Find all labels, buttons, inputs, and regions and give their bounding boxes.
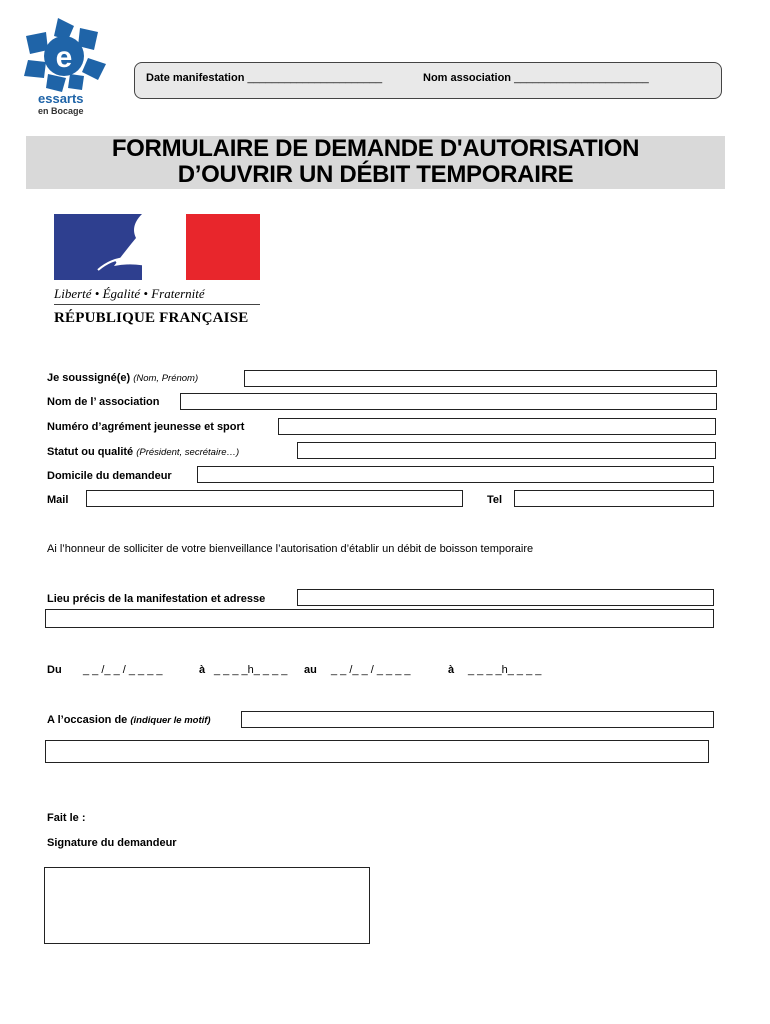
marianne-flag-icon [54,214,260,280]
du-label: Du [47,664,62,676]
marianne-republic: RÉPUBLIQUE FRANÇAISE [54,310,249,326]
association-label: Nom de l’ association [47,396,160,408]
statut-field[interactable] [297,442,716,459]
lieu-field[interactable] [297,589,714,606]
domicile-field[interactable] [197,466,714,483]
au-date-blank[interactable]: _ _ /_ _ / _ _ _ _ [331,664,411,676]
signature-box[interactable] [44,867,370,944]
mail-label: Mail [47,494,69,506]
title-line-1: FORMULAIRE DE DEMANDE D'AUTORISATION [111,135,640,162]
name-hint: (Nom, Prénom) [133,373,199,384]
statut-label: Statut ou qualité (Président, secrétaire…) [47,446,240,458]
mail-field[interactable] [86,490,463,507]
a1-time-blank[interactable]: _ _ _ _h_ _ _ _ [214,664,288,676]
tel-label: Tel [487,494,503,506]
a2-label: à [448,664,455,676]
association-field[interactable] [180,393,717,410]
a1-label: à [199,664,206,676]
form-title [26,136,725,189]
lieu-address-field[interactable] [45,609,714,628]
date-manifestation-label: Date manifestation ______________________ [146,72,383,84]
svg-text:e: e [55,41,73,74]
nom-association-blank[interactable]: ______________________ [514,72,649,84]
occasion-detail-field[interactable] [45,740,709,763]
lieu-label: Lieu précis de la manifestation et adresse [47,593,266,605]
request-text: Ai l’honneur de solliciter de votre bienveillance l’autorisation d’établir un débit de boisson temporaire [47,543,534,555]
logo-sub-text: en Bocage [38,106,84,116]
a2-time-blank[interactable]: _ _ _ _h_ _ _ _ [468,664,542,676]
agrement-label: Numéro d’agrément jeunesse et sport [47,421,245,433]
agrement-field[interactable] [278,418,716,435]
header-info-box [134,62,722,99]
occasion-hint: (indiquer le motif) [130,715,211,726]
occasion-label: A l’occasion de (indiquer le motif) [47,714,211,726]
essarts-logo [18,14,113,118]
occasion-field[interactable] [241,711,714,728]
name-label: Je soussigné(e) (Nom, Prénom) [47,372,199,384]
name-field[interactable] [244,370,717,387]
domicile-label: Domicile du demandeur [47,470,172,482]
date-manifestation-blank[interactable]: ______________________ [247,72,383,84]
signature-label: Signature du demandeur [47,837,177,849]
fait-le-label: Fait le : [47,812,86,824]
nom-association-label: Nom association ______________________ [423,72,649,84]
flower-logo-icon [18,14,113,94]
tel-field[interactable] [514,490,714,507]
statut-hint: (Président, secrétaire…) [136,447,240,458]
au-label: au [304,664,317,676]
marianne-motto: Liberté • Égalité • Fraternité [54,286,205,301]
du-date-blank[interactable]: _ _ /_ _ / _ _ _ _ [83,664,163,676]
logo-brand-text: essarts [38,91,84,106]
marianne-logo [54,214,260,332]
title-line-2: D’OUVRIR UN DÉBIT TEMPORAIRE [177,161,574,188]
